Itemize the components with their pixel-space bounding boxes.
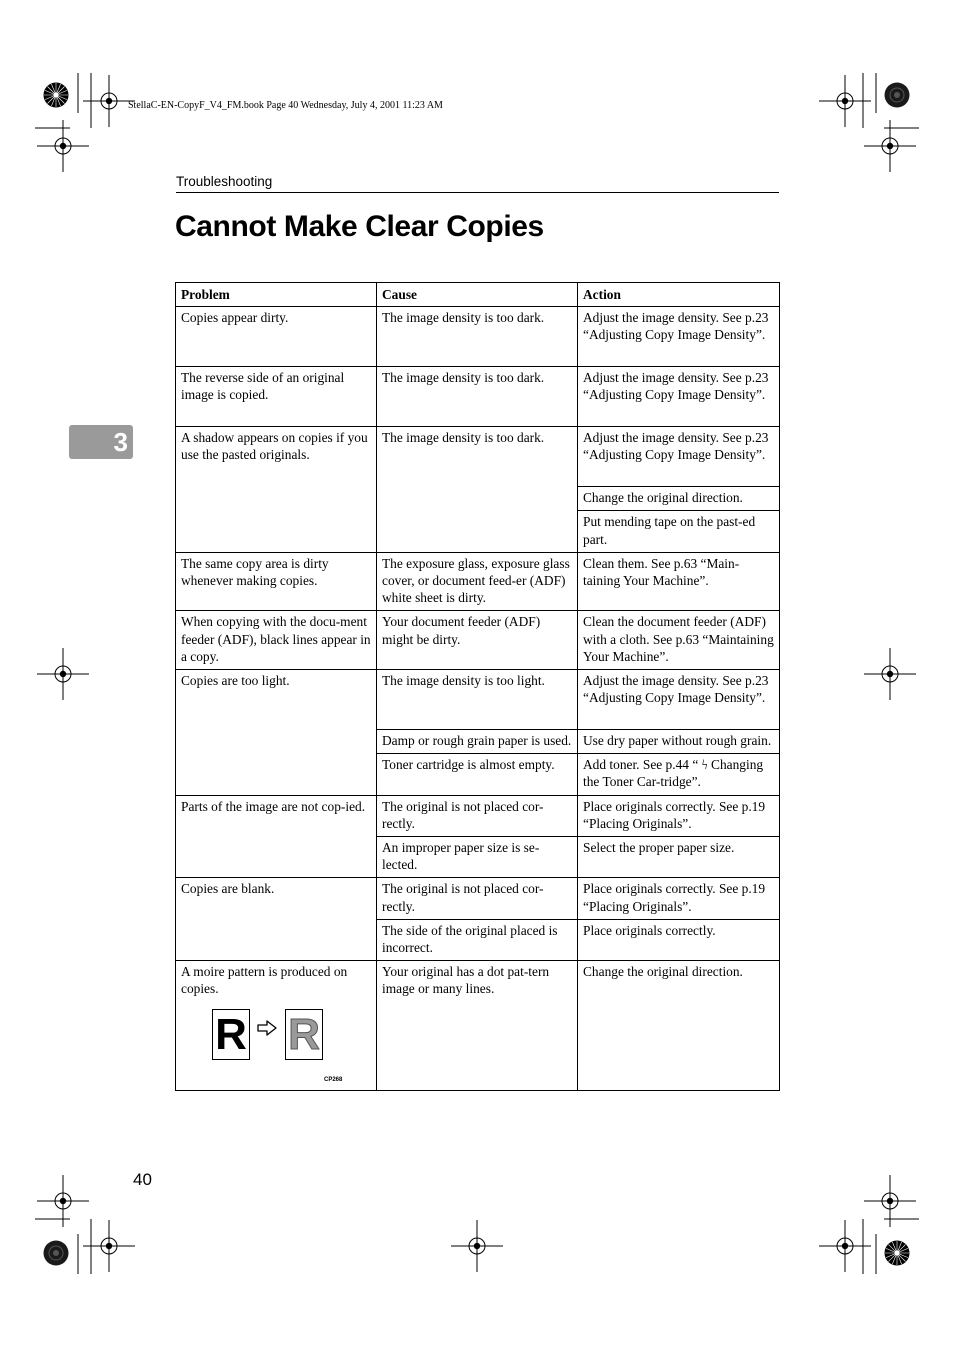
action-cell: Change the original direction.: [578, 961, 780, 1090]
page-title: Cannot Make Clear Copies: [175, 210, 544, 243]
problem-cell: [176, 961, 377, 1090]
cause-cell: The original is not placed cor-rectly.: [377, 795, 578, 836]
cause-cell: The exposure glass, exposure glass cover, or document feed-er (ADF) white sheet is dirty.: [377, 552, 578, 611]
column-header-action: Action: [578, 283, 780, 307]
table-row: [176, 427, 780, 487]
running-head: Troubleshooting: [176, 174, 273, 189]
figure-code: CP268: [324, 1076, 343, 1083]
table-row: [176, 307, 780, 367]
cause-cell: The side of the original placed is incorrect.: [377, 919, 578, 960]
table-header-row: [176, 283, 780, 307]
problem-cell: Copies are too light.: [176, 670, 377, 796]
arrow-right-icon: [257, 1020, 277, 1036]
table-row: [176, 670, 780, 730]
book-file-header: StellaC-EN-CopyF_V4_FM.book Page 40 Wednesday, July 4, 2001 11:23 AM: [128, 100, 443, 111]
moire-letter-figure: R: [285, 1009, 323, 1060]
cause-cell: Damp or rough grain paper is used.: [377, 730, 578, 754]
problem-cell: The reverse side of an original image is copied.: [176, 367, 377, 427]
cause-cell: An improper paper size is se-lected.: [377, 837, 578, 878]
action-cell: Adjust the image density. See p.23 “Adjusting Copy Image Density”.: [578, 367, 780, 427]
problem-cell: The same copy area is dirty whenever making copies.: [176, 552, 377, 611]
problem-cell: Copies appear dirty.: [176, 307, 377, 367]
table-row: [176, 611, 780, 670]
cause-cell: Your original has a dot pat-tern image or many lines.: [377, 961, 578, 1090]
troubleshooting-table: [175, 282, 780, 1091]
problem-cell: Copies are blank.: [176, 878, 377, 961]
table-row: [176, 552, 780, 611]
action-cell: Change the original direction.: [578, 487, 780, 511]
action-cell: Adjust the image density. See p.23 “Adjusting Copy Image Density”.: [578, 307, 780, 367]
action-cell: Clean them. See p.63 “Main-taining Your Machine”.: [578, 552, 780, 611]
action-cell: Place originals correctly. See p.19 “Placing Originals”.: [578, 878, 780, 919]
cause-cell: The image density is too light.: [377, 670, 578, 730]
column-header-cause: Cause: [377, 283, 578, 307]
cause-cell: The image density is too dark.: [377, 367, 578, 427]
cause-cell: Your document feeder (ADF) might be dirty.: [377, 611, 578, 670]
action-cell: Select the proper paper size.: [578, 837, 780, 878]
original-letter-figure: R: [212, 1009, 250, 1060]
action-cell: Adjust the image density. See p.23 “Adjusting Copy Image Density”.: [578, 427, 780, 487]
cause-cell: The image density is too dark.: [377, 307, 578, 367]
problem-cell: A shadow appears on copies if you use the pasted originals.: [176, 427, 377, 553]
action-cell: Place originals correctly. See p.19 “Placing Originals”.: [578, 795, 780, 836]
column-header-problem: Problem: [176, 283, 377, 307]
cause-cell: The image density is too dark.: [377, 427, 578, 553]
action-cell: Use dry paper without rough grain.: [578, 730, 780, 754]
problem-cell: When copying with the docu-ment feeder (ADF), black lines appear in a copy.: [176, 611, 377, 670]
table-row: [176, 367, 780, 427]
cause-cell: Toner cartridge is almost empty.: [377, 754, 578, 795]
problem-cell: Parts of the image are not cop-ied.: [176, 795, 377, 878]
chapter-tab: 3: [69, 425, 133, 459]
page-number: 40: [133, 1170, 152, 1189]
cause-cell: The original is not placed cor-rectly.: [377, 878, 578, 919]
table-row: [176, 795, 780, 836]
header-rule: [176, 192, 779, 193]
action-cell: Put mending tape on the past-ed part.: [578, 511, 780, 552]
table-row: [176, 961, 780, 1090]
action-cell: Clean the document feeder (ADF) with a cloth. See p.63 “Maintaining Your Machine”.: [578, 611, 780, 670]
problem-text: A moire pattern is produced on copies.: [181, 964, 348, 997]
table-row: [176, 878, 780, 919]
moire-illustration: [181, 1002, 371, 1086]
action-cell: Place originals correctly.: [578, 919, 780, 960]
action-cell: Add toner. See p.44 “ ϟ Changing the Toner Car-tridge”.: [578, 754, 780, 795]
action-cell: Adjust the image density. See p.23 “Adjusting Copy Image Density”.: [578, 670, 780, 730]
